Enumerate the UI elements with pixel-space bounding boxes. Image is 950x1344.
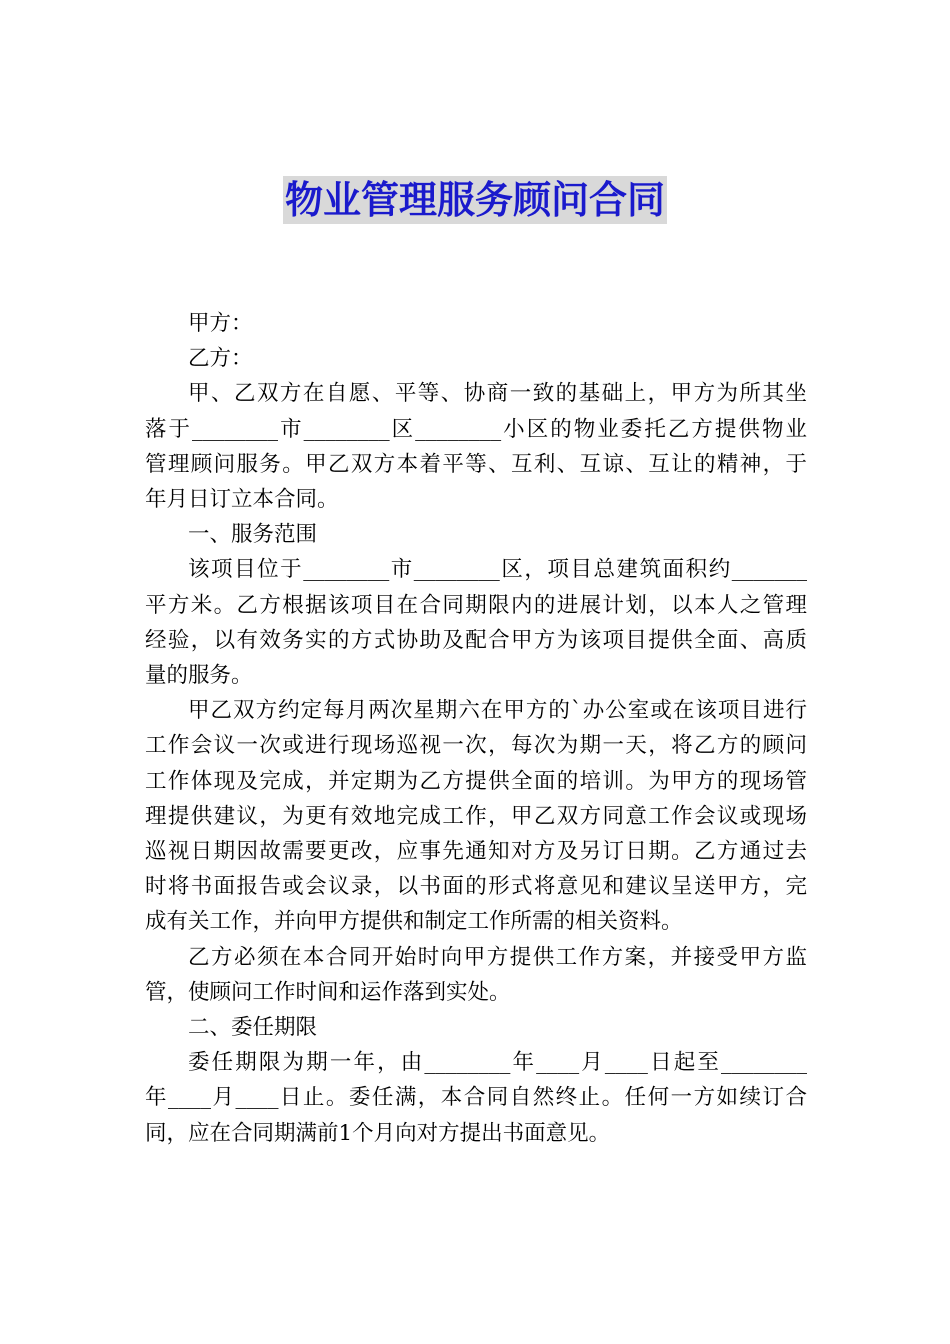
text-line: 工作会议一次或进行现场巡视一次，每次为期一天，将乙方的顾问: [145, 733, 807, 759]
text-line: 甲方：: [188, 311, 253, 336]
text-line: 经验，以有效务实的方式协助及配合甲方为该项目提供全面、高质: [145, 627, 807, 653]
text-line: 巡视日期因故需要更改，应事先通知对方及另订日期。乙方通过去: [145, 839, 807, 865]
text-line: 该项目位于________市________区，项目总建筑面积约_______: [188, 557, 807, 583]
text-line: 一、服务范围: [188, 522, 318, 548]
paragraph: [145, 1045, 807, 1151]
text-line: 时将书面报告或会议录，以书面的形式将意见和建议呈送甲方，完: [145, 874, 807, 900]
document-body: [145, 306, 807, 1151]
text-line: 理提供建议，为更有效地完成工作，甲乙双方同意工作会议或现场: [145, 803, 807, 829]
text-line: 乙方必须在本合同开始时向甲方提供工作方案，并接受甲方监: [188, 944, 807, 970]
text-line: 甲乙双方约定每月两次星期六在甲方的`办公室或在该项目进行: [188, 698, 807, 724]
text-line: 量的服务。: [145, 663, 253, 689]
paragraph: [145, 552, 807, 693]
text-line: 管，使顾问工作时间和运作落到实处。: [145, 979, 511, 1005]
document-title: 物业管理服务顾问合同: [284, 178, 665, 222]
text-line: 年____月____日止。委任满，本合同自然终止。任何一方如续订合: [145, 1085, 807, 1111]
title-container: [0, 176, 950, 224]
text-line: 管理顾问服务。甲乙双方本着平等、互利、互谅、互让的精神，于: [145, 451, 807, 477]
text-line: 平方米。乙方根据该项目在合同期限内的进展计划，以本人之管理: [145, 592, 807, 618]
text-line: 同，应在合同期满前1个月向对方提出书面意见。: [145, 1120, 611, 1146]
text-line: 年月日订立本合同。: [145, 487, 339, 513]
paragraph: [145, 517, 807, 552]
paragraph: [145, 1010, 807, 1045]
paragraph: [145, 693, 807, 939]
paragraph: [145, 306, 807, 341]
text-line: 委任期限为期一年，由________年____月____日起至________: [188, 1050, 807, 1076]
paragraph: [145, 341, 807, 376]
text-line: 乙方：: [188, 346, 253, 372]
text-line: 落于________市________区________小区的物业委托乙方提供物业: [145, 416, 807, 442]
text-line: 成有关工作，并向甲方提供和制定工作所需的相关资料。: [145, 909, 683, 935]
text-line: 工作体现及完成，并定期为乙方提供全面的培训。为甲方的现场管: [145, 768, 807, 794]
paragraph: [145, 940, 807, 1010]
text-line: 甲、乙双方在自愿、平等、协商一致的基础上，甲方为所其坐: [188, 381, 807, 407]
paragraph: [145, 376, 807, 517]
text-line: 二、委任期限: [188, 1015, 318, 1041]
